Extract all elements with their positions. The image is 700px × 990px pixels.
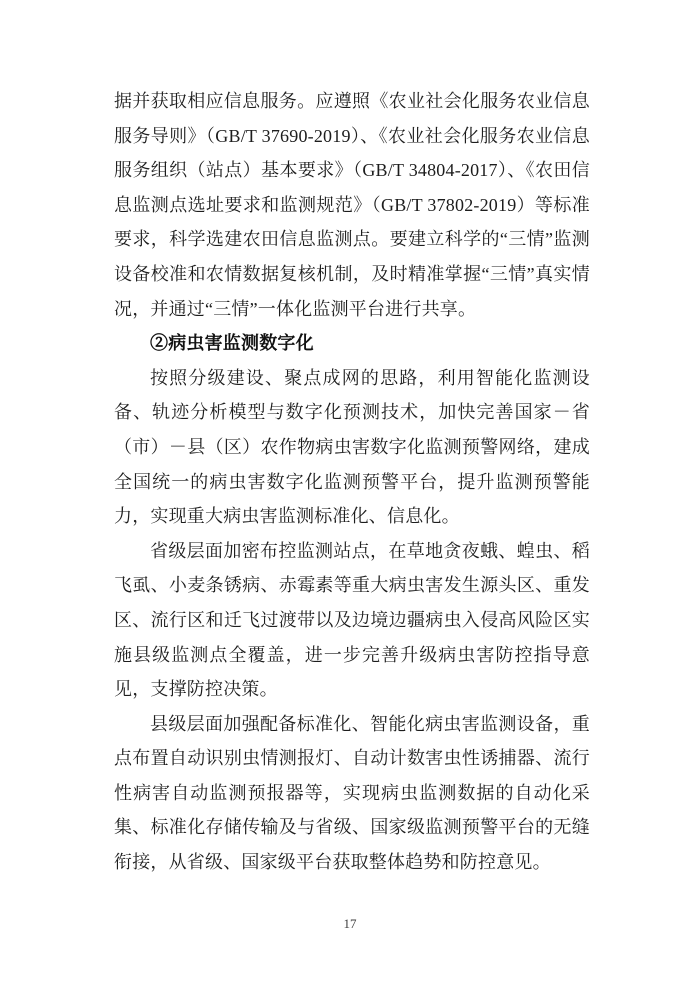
page-number: 17 <box>343 916 357 931</box>
section-heading-pest-monitoring: ②病虫害监测数字化 <box>150 333 314 354</box>
paragraph-national-network: 按照分级建设、聚点成网的思路，利用智能化监测设备、轨迹分析模型与数字化预测技术，加快完善国家－省（市）－县（区）农作物病虫害数字化监测预警网络，建成全国统一的病虫害数字化监测预警平台，提升监测预警能力，实现重大病虫害监测标准化、信息化。 <box>114 367 590 527</box>
paragraph-provincial-level: 省级层面加密布控监测站点，在草地贪夜蛾、蝗虫、稻飞虱、小麦条锈病、赤霉素等重大病虫害发生源头区、重发区、流行区和迁飞过渡带以及边境边疆病虫入侵高风险区实施县级监测点全覆盖，进一步完善升级病虫害防控指导意见，支撑防控决策。 <box>114 540 590 700</box>
page-content <box>114 84 590 880</box>
paragraph-county-level: 县级层面加强配备标准化、智能化病虫害监测设备，重点布置自动识别虫情测报灯、自动计数害虫性诱捕器、流行性病害自动监测预报器等，实现病虫监测数据的自动化采集、标准化存储传输及与省级、国家级监测预警平台的无缝衔接，从省级、国家级平台获取整体趋势和防控意见。 <box>114 713 590 873</box>
paragraph-standards-continuation: 据并获取相应信息服务。应遵照《农业社会化服务农业信息服务导则》（GB/T 37690-2019）、《农业社会化服务农业信息服务组织（站点）基本要求》（GB/T 34804-2017）、《农田信息监测点选址要求和监测规范》（GB/T 37802-2019）等标准要求，科学选建农田信息监测点。要建立科学的“三情”监测设备校准和农情数据复核机制，及时精准掌握“三情”真实情况，并通过“三情”一体化监测平台进行共享。 <box>114 91 590 319</box>
